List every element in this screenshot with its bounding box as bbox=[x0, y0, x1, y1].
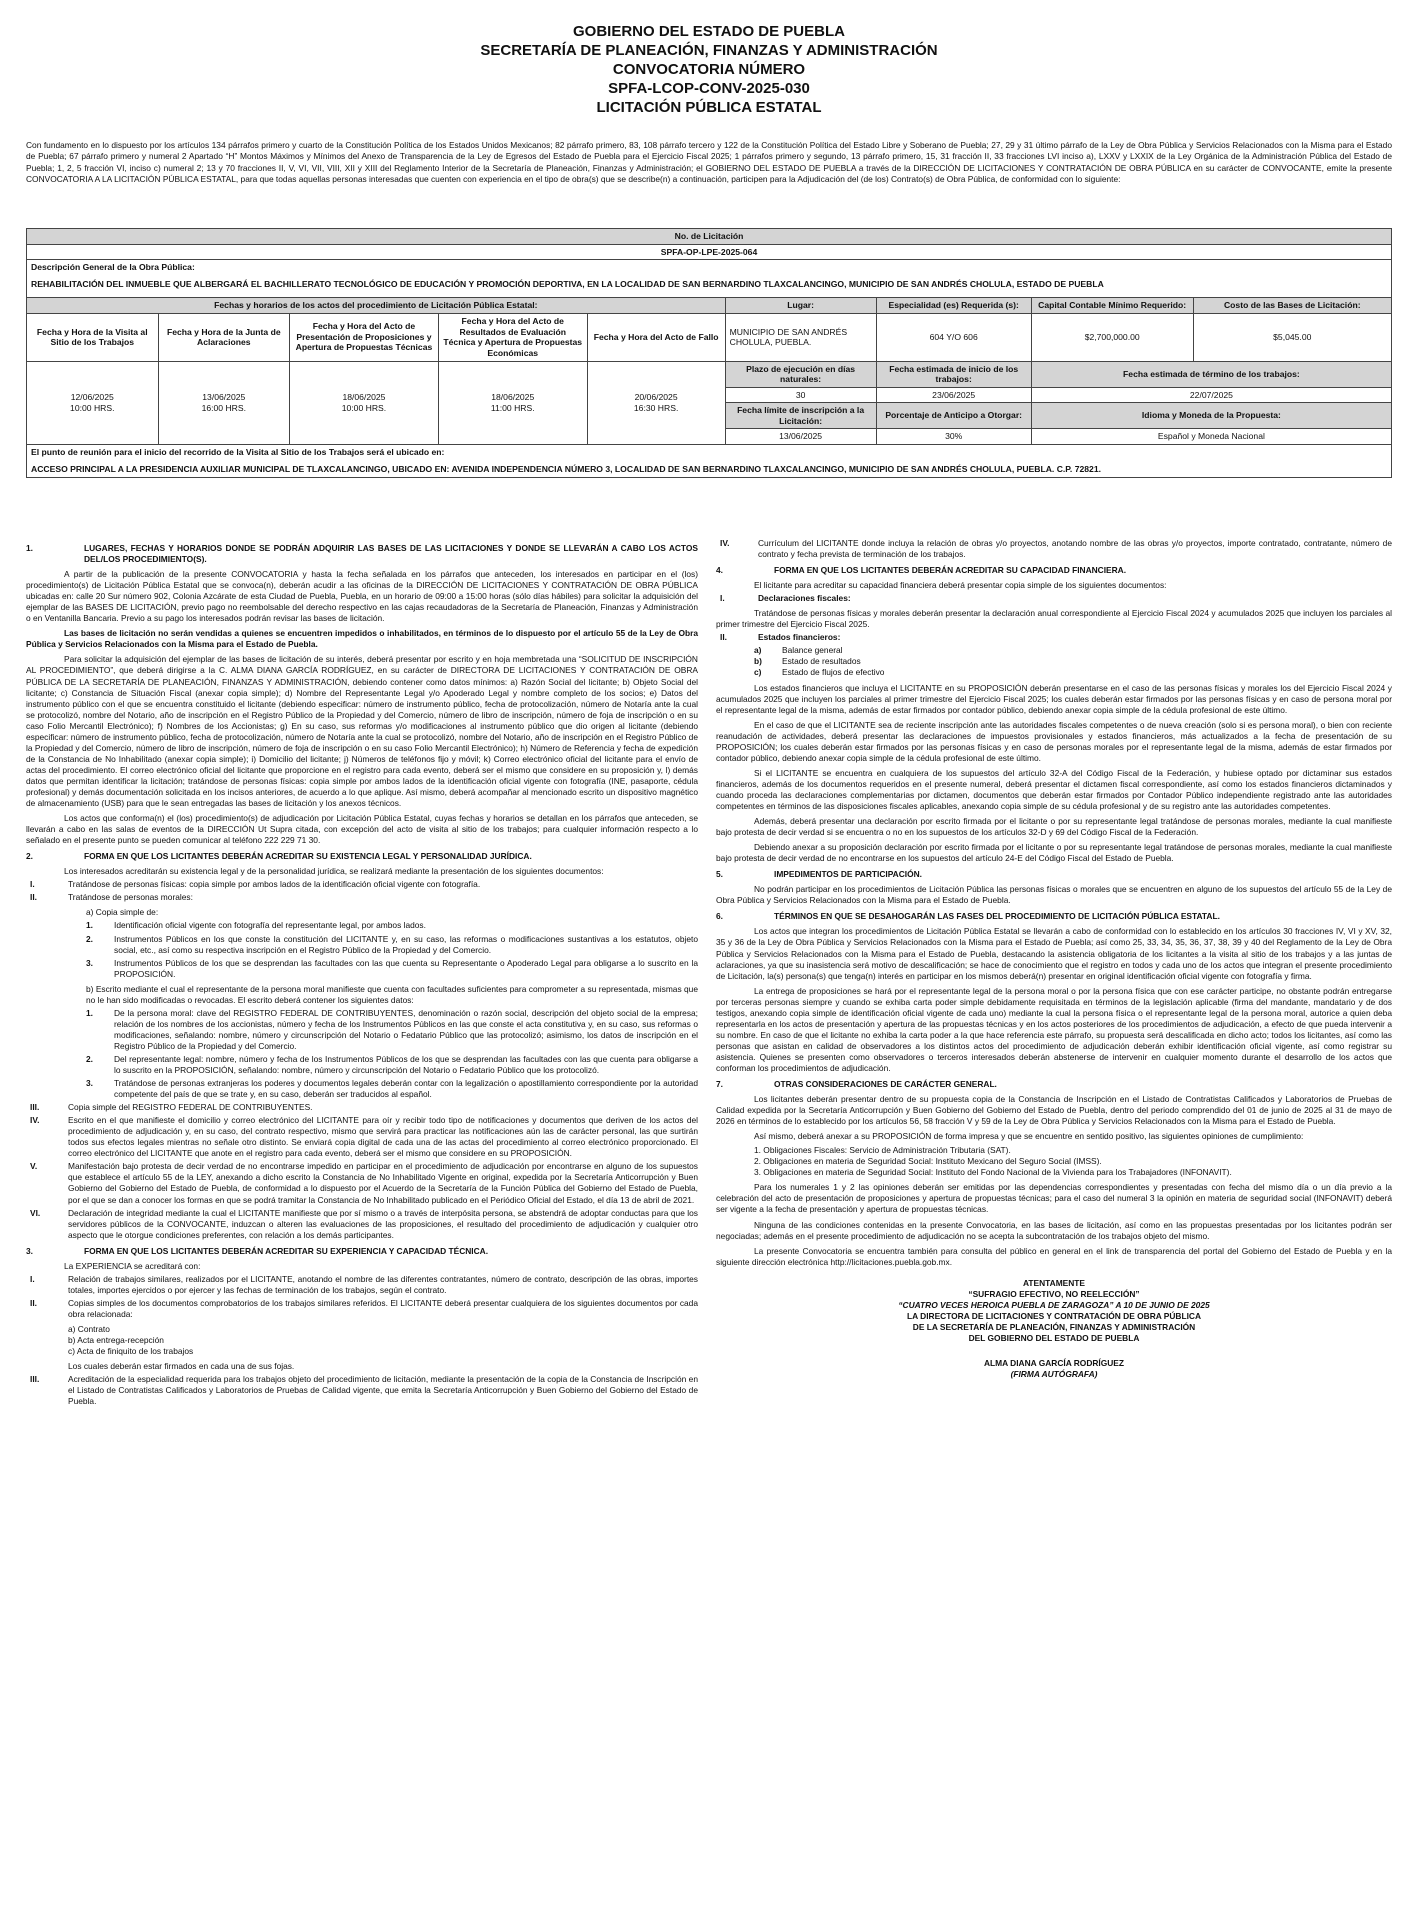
list-numeral: 3. bbox=[86, 957, 93, 968]
section-number: 6. bbox=[716, 911, 723, 922]
list-numeral: 2. bbox=[86, 933, 93, 944]
s1-paragraph-1: A partir de la publicación de la presente CONVOCATORIA y hasta la fecha señalada en los párrafos que anteceden, los interesados en participar en el (los) procedimiento(s) de Licitación Pública Estatal que se convoca(n), deberán acudir a las oficinas de la DIRECCIÓN DE LICITACIONES Y CONTRATACIÓN DE OBRA PÚBLICA ubicadas en: calle 20 Sur número 902, Colonia Azcárate de esta Ciudad de Puebla, Puebla, en un horario de 09:00 a 15:00 horas (sólo días hábiles) para solicitar la adquisición del ejemplar de las BASES DE LICITACIÓN, previo pago no reembolsable del derecho respectivo en las cajas recaudadoras de la Secretaría de Planeación, Finanzas y Administración o en Ventanilla Bancaria. Previo a su pago los interesados podrán revisar las bases de licitación. bbox=[26, 569, 698, 624]
header-convocatoria-number: SPFA-LCOP-CONV-2025-030 bbox=[608, 80, 810, 97]
list-item bbox=[26, 1374, 698, 1407]
section-2-title bbox=[26, 851, 698, 862]
s5-paragraph-1: No podrán participar en los procedimientos de Licitación Pública las personas físicas o morales que se encuentren en alguno de los supuestos del artículo 55 de la Ley de Obra Pública y Servicios Relacionados con la Misma para el Estado de Puebla. bbox=[716, 884, 1392, 906]
termino-label: Fecha estimada de término de los trabajos: bbox=[1031, 361, 1391, 387]
list-text: Relación de trabajos similares, realizados por el LICITANTE, anotando el nombre de las diferentes contratantes, número de contrato, descripción de las obras, importes totales, importes ejercidos o por ejercer y las fechas de terminación de los trabajos, según el contrato. bbox=[68, 1273, 698, 1295]
termino-value: 22/07/2025 bbox=[1031, 387, 1391, 403]
section-number: 5. bbox=[716, 869, 723, 880]
reunion-value: ACCESO PRINCIPAL A LA PRESIDENCIA AUXILIAR MUNICIPAL DE TLAXCALANCINGO, UBICADO EN: AVENIDA INDEPENDENCIA NÚMERO 3, LOCALIDAD DE SAN BERNARDINO TLAXCALANCINGO, MUNICIPIO DE SAN ANDRÉS CHOLULA, PUEBLA. C.P. 72821. bbox=[27, 459, 1392, 477]
section-title-text: LUGARES, FECHAS Y HORARIOS DONDE SE PODRÁN ADQUIRIR LAS BASES DE LAS LICITACIONES Y DONDE SE LLEVARÁN A CABO LOS ACTOS DEL/LOS PROCEDIMIENTO(S). bbox=[84, 543, 698, 565]
especialidad-value: 604 Y/O 606 bbox=[876, 313, 1031, 361]
list-item bbox=[26, 1115, 698, 1159]
capital-label: Capital Contable Mínimo Requerido: bbox=[1031, 298, 1193, 314]
section-3-title bbox=[26, 1246, 698, 1257]
fallo-date: 20/06/2025 bbox=[634, 392, 678, 402]
list-item bbox=[716, 656, 1392, 667]
list-item bbox=[26, 958, 698, 980]
signatory-name: ALMA DIANA GARCÍA RODRÍGUEZ bbox=[983, 1357, 1125, 1368]
no-licitacion-label: No. de Licitación bbox=[27, 229, 1392, 245]
list-numeral: 2. bbox=[86, 1053, 93, 1064]
sub-item-a: a) Copia simple de: bbox=[86, 907, 159, 918]
limite-value: 13/06/2025 bbox=[725, 429, 876, 445]
list-item bbox=[26, 1054, 698, 1076]
s4-declaraciones-text: Tratándose de personas físicas y morales deberán presentar la declaración anual correspondiente al Ejercicio Fiscal 2024 y acumulados 2025 que incluyen los parciales al primer trimestre del Ejercicio Fiscal 2025. bbox=[716, 608, 1392, 630]
list-numeral: c) bbox=[754, 667, 762, 678]
section-number: 3. bbox=[26, 1245, 33, 1256]
s7-paragraph-3: Para los numerales 1 y 2 las opiniones deberán ser emitidas por las dependencias correspondientes y presentadas con fecha del mismo día o un día previo a la celebración del acto de presentación de proposiciones y apertura de propuestas técnicas; para el caso del numeral 3 la opinión en materia de seguridad social (INFONAVIT) deberá ser vigente a la fecha de presentación y apertura de propuestas técnicas. bbox=[716, 1182, 1392, 1215]
list-text: Estado de flujos de efectivo bbox=[782, 667, 885, 678]
section-1-title bbox=[26, 543, 698, 565]
right-column bbox=[716, 538, 1392, 1380]
list-item bbox=[716, 538, 1392, 560]
idioma-label: Idioma y Moneda de la Propuesta: bbox=[1031, 403, 1391, 429]
s4-paragraph-6: Debiendo anexar a su proposición declaración por escrito firmada por el licitante o por su representante legal tratándose de personas morales, mediante la cual manifieste bajo protesta de decir verdad de no encontrarse en los supuestos del artículo 24-E del Código Fiscal del Estado de Puebla. bbox=[716, 842, 1392, 864]
list-text: Escrito en el que manifieste el domicilio y correo electrónico del LICITANTE para oír y recibir todo tipo de notificaciones y documentos que deriven de los actos del procedimiento de adjudicación y, en su caso, del contrato respectivo, mismo que servirá para practicar las notificaciones aún las de carácter personal, las que surtirán todos sus efectos legales mientras no señale otro distinto. Se enviará copia digital de cada una de las actas del procedimiento al correo electrónico proporcionado. El correo electrónico del LICITANTE que anote en el registro para cada evento, deberá ser el mismo que considere en su PROPOSICIÓN. bbox=[68, 1115, 698, 1159]
inicio-label: Fecha estimada de inicio de los trabajos: bbox=[876, 361, 1031, 387]
list-numeral: I. bbox=[720, 593, 725, 604]
s7-opinion-1: 1. Obligaciones Fiscales: Servicio de Administración Tributaria (SAT). bbox=[754, 1145, 1011, 1156]
idioma-value: Español y Moneda Nacional bbox=[1031, 429, 1391, 445]
reunion-label: El punto de reunión para el inicio del recorrido de la Visita al Sitio de los Trabajos será el ubicado en: bbox=[27, 444, 1392, 459]
list-text: Tratándose de personas morales: bbox=[68, 892, 193, 903]
list-text: Currículum del LICITANTE donde incluya la relación de obras y/o proyectos, anotando nombre de las obras y/o proyectos, importe contratado, contratante, número de contrato y fecha prevista de terminación de los trabajos. bbox=[758, 538, 1392, 560]
list-item bbox=[716, 645, 1392, 656]
licitacion-table bbox=[26, 228, 1392, 478]
fallo-date-cell bbox=[587, 361, 725, 444]
list-text: Instrumentos Públicos en los que conste la constitución del LICITANTE y, en su caso, las reformas o modificaciones sustantivas a los estatutos, objeto social, etc., así como su respectiva inscripción en el Registro Público de la Propiedad y del Comercio. bbox=[114, 933, 698, 955]
list-item bbox=[26, 879, 698, 890]
descripcion-label: Descripción General de la Obra Pública: bbox=[27, 260, 1392, 275]
section-title-text: FORMA EN QUE LOS LICITANTES DEBERÁN ACREDITAR SU EXISTENCIA LEGAL Y PERSONALIDAD JURÍDICA. bbox=[84, 851, 532, 862]
signature-position: LA DIRECTORA DE LICITACIONES Y CONTRATACIÓN DE OBRA PÚBLICA bbox=[906, 1310, 1202, 1321]
signature-block bbox=[716, 1278, 1392, 1380]
s1-paragraph-4: Los actos que conforma(n) el (los) procedimiento(s) de adjudicación por Licitación Pública Estatal, cuyas fechas y horarios se detallan en los párrafos que anteceden, se llevarán a cabo en las salas de eventos de la DIRECCIÓN Ut Supra citada, con excepción del acto de visita al sitio de los trabajos; para cualquier información respecto a lo señalado en el presente punto se pueden comunicar al teléfono 222 229 71 30. bbox=[26, 813, 698, 846]
junta-date-cell bbox=[158, 361, 290, 444]
section-7-title bbox=[716, 1079, 1392, 1090]
lugar-value: MUNICIPIO DE SAN ANDRÉS CHOLULA, PUEBLA. bbox=[725, 313, 876, 361]
s4-paragraph-3: En el caso de que el LICITANTE sea de reciente inscripción ante las autoridades fiscales competentes o de nueva creación (solo si es persona moral), o bien con reciente reanudación de actividades, deberá presentar las declaraciones de impuestos provisionales y estados financieros, más actualizados a la fecha de presentación de su PROPOSICIÓN; los cuales deberán estar firmados por las personas físicas y en caso de personas morales por el representante legal de la misma, además de estar firmados por contador público, debiendo anexar copia simple de la cédula profesional de este último. bbox=[716, 719, 1392, 763]
list-item bbox=[26, 920, 698, 931]
header-secretariat: SECRETARÍA DE PLANEACIÓN, FINANZAS Y ADMINISTRACIÓN bbox=[480, 42, 938, 59]
section-number: 2. bbox=[26, 851, 33, 862]
list-item bbox=[26, 1161, 698, 1205]
s2-paragraph-1: Los interesados acreditarán su existencia legal y de la personalidad jurídica, se realizará mediante la presentación de los siguientes documentos: bbox=[64, 866, 604, 877]
list-numeral: V. bbox=[30, 1161, 38, 1172]
costo-label: Costo de las Bases de Licitación: bbox=[1193, 298, 1391, 314]
header-government: GOBIERNO DEL ESTADO DE PUEBLA bbox=[573, 23, 845, 40]
presentacion-time: 10:00 HRS. bbox=[341, 402, 387, 413]
header-junta: Fecha y Hora de la Junta de Aclaraciones bbox=[158, 313, 290, 361]
capital-value: $2,700,000.00 bbox=[1031, 313, 1193, 361]
fechas-label: Fechas y horarios de los actos del procedimiento de Licitación Pública Estatal: bbox=[27, 298, 726, 314]
header-visita: Fecha y Hora de la Visita al Sitio de los Trabajos bbox=[27, 313, 159, 361]
list-text: Tratándose de personas extranjeras los poderes y documentos legales deberán contar con la legalización o apostillamiento correspondiente por la autoridad competente del país de que se trate y, en su caso, deberán ser traducidos al español. bbox=[114, 1078, 698, 1100]
s1-paragraph-3: Para solicitar la adquisición del ejemplar de las bases de licitación de su interés, deberá presentar por escrito y en hoja membretada una “SOLICITUD DE INSCRIPCIÓN AL PROCEDIMIENTO”, que deberá dirigirse a la C. ALMA DIANA GARCÍA RODRÍGUEZ, en su carácter de DIRECTORA DE LICITACIONES Y CONTRATACIÓN DE OBRA PÚBLICA DE LA SECRETARÍA DE PLANEACIÓN, FINANZAS Y ADMINISTRACIÓN, debiendo contener como datos mínimos: a) Razón Social del licitante; b) Objeto Social del licitante; c) Constancia de Situación Fiscal (anexar copia simple); d) Nombre del Representante Legal y/o Apoderado Legal y nombre completo de los socios; e) Datos del instrumento público con el que se encuentra constituido el licitante (debiendo especificar: número de instrumento público, fecha de protocolización, número de Notaría ante la cual se protocolizó, nombre del Notario, año de inscripción en el Registro Público de la Propiedad y del Comercio, número de libro de inscripción, número de foja de inscripción o en su caso Folio Mercantil Electrónico); f) Nombres de los Accionistas; g) En su caso, sus reformas y/o modificaciones al instrumento público que dio origen al licitante (debiendo especificar: número de instrumento público, fecha de protocolización, número de Notaría ante la cual se protocolizó, nombre del Notario, año de inscripción en el Registro Público de la Propiedad y del Comercio, número de libro de inscripción, número de foja de inscripción o en su caso Folio Mercantil Electrónico); h) Número de Referencia y fecha de expedición de la Constancia de No Inhabilitado (anexar copia simple); i) Domicilio del licitante; j) Números de teléfonos fijo y móvil; k) Correo electrónico oficial del licitante para el envío de actas del procedimiento. El correo electrónico oficial del licitante que proporcione en el registro para cada evento, deberá ser el mismo que considere en su proposición y, l) demás datos que permitan identificar la licitación; tratándose de personas físicas: copia simple por ambos lados de la identificación oficial vigente con fotografía (INE, pasaporte, cédula profesional) y demás documentación solicitada en los incisos anteriores, de acuerdo a lo que aplique. Así mismo, deberá acompañar al mencionado escrito un dispositivo magnético de almacenamiento (USB) para que le sean entregadas las bases de licitación y los anexos técnicos. bbox=[26, 654, 698, 809]
presentacion-date-cell bbox=[290, 361, 439, 444]
s1-paragraph-2: Las bases de licitación no serán vendidas a quienes se encuentren impedidos o inhabilitados, en términos de lo dispuesto por el artículo 55 de la Ley de Obra Pública y Servicios Relacionados con la Misma para el Estado de Puebla. bbox=[26, 628, 698, 650]
list-text: Tratándose de personas físicas: copia simple por ambos lados de la identificación oficial vigente con fotografía. bbox=[68, 879, 481, 890]
list-text: Instrumentos Públicos de los que se desprendan las facultades con las que cuenta su Representante o Apoderado Legal para obligarse a lo suscrito en la PROPOSICIÓN. bbox=[114, 957, 698, 979]
list-text: Manifestación bajo protesta de decir verdad de no encontrarse impedido en participar en el procedimiento de adjudicación por encontrarse en alguno de los supuestos que establece el artículo 55 de la LEY, anexando a dicho escrito la Constancia de No Inhabilitado Vigente en original, expedida por la Secretaría Anticorrupción y Buen Gobierno del Gobierno del Estado de Puebla, de conformidad a lo dispuesto por el Acuerdo de la Secretaría de la Función Pública del Gobierno del Estado de Puebla, por el que se dan a conocer los formas en que se podrá tramitar la Constancia de No Inhabilitado publicado en el Periódico Oficial del Estado, el día 13 de abril de 2021. bbox=[68, 1161, 698, 1205]
descripcion-value: REHABILITACIÓN DEL INMUEBLE QUE ALBERGARÁ EL BACHILLERATO TECNOLÓGICO DE EDUCACIÓN Y PROMOCIÓN DEPORTIVA, EN LA LOCALIDAD DE SAN BERNARDINO TLAXCALANCINGO, MUNICIPIO DE SAN ANDRÉS CHOLULA, ESTADO DE PUEBLA bbox=[27, 275, 1392, 298]
s4-paragraph-1: El licitante para acreditar su capacidad financiera deberá presentar copia simple de los siguientes documentos: bbox=[754, 580, 1167, 591]
resultados-date-cell bbox=[438, 361, 587, 444]
sub-item: c) Acta de finiquito de los trabajos bbox=[68, 1346, 194, 1357]
s3-paragraph-1: La EXPERIENCIA se acreditará con: bbox=[64, 1260, 201, 1271]
inicio-value: 23/06/2025 bbox=[876, 387, 1031, 403]
especialidad-label: Especialidad (es) Requerida (s): bbox=[876, 298, 1031, 314]
list-text: Estados financieros: bbox=[758, 632, 841, 643]
s4-paragraph-5: Además, deberá presentar una declaración por escrito firmada por el licitante o por su representante legal tratándose de personas morales, mediante la cual manifieste bajo protesta de decir verdad si se encuentra o no en los supuestos de los artículos 32-D y 69 del Código Fiscal de la Federación. bbox=[716, 816, 1392, 838]
list-text: Del representante legal: nombre, número y fecha de los Instrumentos Públicos de los que se desprendan las facultades con las que cuenta para obligarse a lo suscrito en la PROPOSICIÓN, señalando: nombre, número y circunscripción del Notario o Fedatario Público que los protocolizó. bbox=[114, 1053, 698, 1076]
signature-motto: “SUFRAGIO EFECTIVO, NO REELECCIÓN” bbox=[968, 1288, 1140, 1299]
s7-paragraph-1: Los licitantes deberán presentar dentro de su propuesta copia de la Constancia de Inscripción en el Listado de Contratistas Calificados y Laboratorios de Pruebas de Calidad expedida por la Secretaría Anticorrupción y Buen Gobierno del Gobierno del Estado de Puebla, dentro del periodo comprendido del 01 de junio de 2025 al 31 de mayo de 2026 en términos de lo establecido por los artículos 56, 58 fracción V y 59 de la Ley de Obra Pública y Servicios Relacionados con la Misma para el Estado de Puebla. bbox=[716, 1094, 1392, 1127]
visita-date-cell bbox=[27, 361, 159, 444]
list-item bbox=[716, 593, 1392, 604]
list-item bbox=[26, 1208, 698, 1241]
s7-paragraph-4: Ninguna de las condiciones contenidas en la presente Convocatoria, en las bases de licitación, así como en las propuestas presentadas por los licitantes podrán ser negociadas; además en el presente procedimiento de adjudicación no se acepta la subcontratación de los trabajos objeto del mismo. bbox=[716, 1219, 1392, 1241]
list-numeral: b) bbox=[754, 656, 762, 667]
visita-time: 10:00 HRS. bbox=[70, 402, 115, 413]
list-text: Estado de resultados bbox=[782, 656, 861, 667]
s4-paragraph-2: Los estados financieros que incluya el LICITANTE en su PROPOSICIÓN deberán presentarse en el caso de las personas físicas y morales los del Ejercicio Fiscal 2024 y acumulados 2025 que incluyen los parciales al primer trimestre del Ejercicio Fiscal 2025; los cuales deberán estar firmados por las personas físicas y en caso de persona moral por el representante legal de la misma, además de estar firmados por contador público, debiendo anexar copia simple de la cédula profesional de este último. bbox=[716, 682, 1392, 715]
section-number: 1. bbox=[26, 543, 33, 553]
signature-secretariat: DE LA SECRETARÍA DE PLANEACIÓN, FINANZAS Y ADMINISTRACIÓN bbox=[912, 1321, 1196, 1332]
list-numeral: II. bbox=[30, 1297, 37, 1308]
resultados-date: 18/06/2025 bbox=[491, 392, 535, 402]
list-numeral: 1. bbox=[86, 920, 93, 931]
signature-note: (FIRMA AUTÓGRAFA) bbox=[1010, 1368, 1098, 1379]
list-text: Declaraciones fiscales: bbox=[758, 593, 851, 604]
list-text: Acreditación de la especialidad requerida para los trabajos objeto del procedimiento de licitación, mediante la presentación de la copia de la Constancia de Inscripción en el Listado de Contratistas Calificados y Laboratorios de Pruebas de Calidad vigente, que emita la Secretaría Anticorrupción y Buen Gobierno del Gobierno del Estado de Puebla. bbox=[68, 1374, 698, 1407]
list-item bbox=[26, 1008, 698, 1052]
section-number: 7. bbox=[716, 1079, 723, 1090]
list-numeral: III. bbox=[30, 1374, 40, 1385]
list-numeral: VI. bbox=[30, 1207, 41, 1218]
list-item bbox=[716, 632, 1392, 643]
anticipo-value: 30% bbox=[876, 429, 1031, 445]
fallo-time: 16:30 HRS. bbox=[633, 402, 679, 413]
list-numeral: 1. bbox=[86, 1007, 93, 1018]
s7-opinion-2: 2. Obligaciones en materia de Seguridad Social: Instituto Mexicano del Seguro Social (IMSS). bbox=[754, 1156, 1102, 1167]
list-item bbox=[26, 1078, 698, 1100]
list-numeral: II. bbox=[720, 632, 727, 643]
signature-place-date: “CUATRO VECES HEROICA PUEBLA DE ZARAGOZA” A 10 DE JUNIO DE 2025 bbox=[898, 1299, 1210, 1310]
presentacion-date: 18/06/2025 bbox=[342, 392, 386, 402]
s6-paragraph-2: La entrega de proposiciones se hará por el representante legal de la persona moral o por la persona física que con ese carácter participe, no obstante podrán entregarse por terceras personas siempre y cuando se exhiba carta poder simple debidamente requisitada en términos de la legislación aplicable (firma del mandante, mandatario y de dos testigos, anexando copia simple de identificación oficial vigente de cada uno) mediante la cual la persona física o el representante legal de la persona moral, autorice a quien deba representarla en los actos de presentación y apertura de las propuestas técnicas y en los actos posteriores de los procedimientos de adjudicación, a efecto de que pueda intervenir a su nombre. En caso de que el licitante no exhiba la carta poder a la que hace referencia este párrafo, su propuesta será descalificada en dicho acto; todos los licitantes, así como las personas que asistan en calidad de observadores a los distintos actos del procedimiento de adjudicación deberán exhibir identificación oficial vigente, así como registrar su asistencia. Quienes se presenten como observadores o terceros interesados deberán abstenerse de intervenir en cualquier momento durante el desarrollo de los actos que conforman los procedimientos de adjudicación. bbox=[716, 985, 1392, 1073]
plazo-label: Plazo de ejecución en días naturales: bbox=[725, 361, 876, 387]
list-text: Copias simples de los documentos comprobatorios de los trabajos similares referidos. El LICITANTE deberá presentar cualquiera de los siguientes documentos por cada obra relacionada: bbox=[68, 1297, 698, 1319]
section-4-title bbox=[716, 565, 1392, 576]
list-text: Identificación oficial vigente con fotografía del representante legal, por ambos lados. bbox=[114, 920, 426, 931]
s7-paragraph-5: La presente Convocatoria se encuentra también para consulta del público en general en el link de transparencia del portal del Gobierno del Estado de Puebla y en la siguiente dirección electrónica http://licitaciones.puebla.gob.mx. bbox=[716, 1245, 1392, 1267]
header-licitacion-type: LICITACIÓN PÚBLICA ESTATAL bbox=[596, 99, 822, 116]
list-text: Balance general bbox=[782, 645, 843, 656]
list-item bbox=[26, 1298, 698, 1320]
list-numeral: IV. bbox=[720, 538, 730, 548]
list-numeral: III. bbox=[30, 1102, 40, 1113]
list-item bbox=[26, 1102, 698, 1113]
junta-date: 13/06/2025 bbox=[202, 392, 246, 402]
section-title-text: FORMA EN QUE LOS LICITANTES DEBERÁN ACREDITAR SU CAPACIDAD FINANCIERA. bbox=[774, 565, 1127, 576]
sub-item-b: b) Escrito mediante el cual el representante de la persona moral manifieste que cuenta con facultades suficientes para comprometer a su representada, mismas que no le han sido modificadas o revocadas. El escrito deberá contener los siguientes datos: bbox=[86, 983, 698, 1005]
resultados-time: 11:00 HRS. bbox=[490, 402, 535, 413]
list-numeral: I. bbox=[30, 879, 35, 890]
list-item bbox=[26, 892, 698, 903]
list-numeral: II. bbox=[30, 892, 37, 903]
s6-paragraph-1: Los actos que integran los procedimientos de Licitación Pública Estatal se llevarán a cabo de conformidad con lo establecido en los artículos 30 fracciones IV, VI y XV, 32, 35 y 36 de la Ley de Obra Pública y Servicios Relacionados con la Misma para el Estado de Puebla; así como 25, 33, 34, 35, 36, 37, 38, 39 y 40 del Reglamento de la Ley de Obra Pública y Servicios Relacionados con la Misma para el Estado de Puebla, destacando la asistencia obligatoria de los licitantes a la visita al sitio de los trabajos y a las juntas de aclaraciones, ya que su inasistencia será motivo de descalificación; se hace de conocimiento que el registro en todos y cada uno de los actos que integran el presente procedimiento de Licitación, la(s) persona(s) que tenga(n) interés en participar en los mismos deberá(n) presentar en original identificación oficial vigente con fotografía y firma. bbox=[716, 926, 1392, 981]
list-text: Copia simple del REGISTRO FEDERAL DE CONTRIBUYENTES. bbox=[68, 1102, 313, 1113]
plazo-value: 30 bbox=[725, 387, 876, 403]
limite-label: Fecha límite de inscripción a la Licitación: bbox=[725, 403, 876, 429]
header-convocatoria: CONVOCATORIA NÚMERO bbox=[612, 61, 806, 78]
list-item bbox=[716, 667, 1392, 678]
document-header bbox=[0, 22, 1418, 117]
list-item bbox=[26, 934, 698, 956]
visita-date: 12/06/2025 bbox=[70, 392, 114, 402]
anticipo-label: Porcentaje de Anticipo a Otorgar: bbox=[876, 403, 1031, 429]
list-numeral: I. bbox=[30, 1273, 35, 1284]
header-fallo: Fecha y Hora del Acto de Fallo bbox=[587, 313, 725, 361]
header-resultados: Fecha y Hora del Acto de Resultados de Evaluación Técnica y Apertura de Propuestas Económicas bbox=[438, 313, 587, 361]
signature-government: DEL GOBIERNO DEL ESTADO DE PUEBLA bbox=[968, 1332, 1140, 1343]
section-number: 4. bbox=[716, 565, 723, 576]
s7-opinion-3: 3. Obligaciones en materia de Seguridad Social: Instituto del Fondo Nacional de la Vivienda para los Trabajadores (INFONAVIT). bbox=[754, 1167, 1232, 1178]
s4-paragraph-4: Si el LICITANTE se encuentra en cualquiera de los supuestos del artículo 32-A del Código Fiscal de la Federación, y hubiese optado por dictaminar sus estados financieros, además de los documentos requeridos en el presente numeral, deberá presentar el dictamen fiscal correspondiente, así como los estados financieros dictaminados y cuando proceda las declaraciones complementarias por dictamen, documentos que deberán estar firmados por Contador Público independiente registrado ante las autoridades competentes en términos de las disposiciones fiscales aplicables, anexando copia simple de su cédula profesional y de su registro ante las autoridades competentes. bbox=[716, 767, 1392, 811]
junta-time: 16:00 HRS. bbox=[201, 402, 247, 413]
list-numeral: IV. bbox=[30, 1115, 40, 1126]
header-presentacion: Fecha y Hora del Acto de Presentación de Proposiciones y Apertura de Propuestas Técnicas bbox=[290, 313, 439, 361]
s7-paragraph-2: Así mismo, deberá anexar a su PROPOSICIÓN de forma impresa y que se encuentre en sentido positivo, las siguientes opiniones de cumplimiento: bbox=[754, 1131, 1304, 1142]
list-numeral: 3. bbox=[86, 1078, 93, 1089]
section-title-text: TÉRMINOS EN QUE SE DESAHOGARÁN LAS FASES DEL PROCEDIMIENTO DE LICITACIÓN PÚBLICA ESTATAL. bbox=[774, 911, 1220, 922]
section-title-text: OTRAS CONSIDERACIONES DE CARÁCTER GENERAL. bbox=[774, 1079, 997, 1090]
section-6-title bbox=[716, 911, 1392, 922]
list-numeral: a) bbox=[754, 645, 762, 656]
section-title-text: FORMA EN QUE LOS LICITANTES DEBERÁN ACREDITAR SU EXPERIENCIA Y CAPACIDAD TÉCNICA. bbox=[84, 1245, 489, 1256]
s3-paragraph-2: Los cuales deberán estar firmados en cada una de sus fojas. bbox=[68, 1361, 295, 1372]
left-column bbox=[26, 538, 698, 1407]
section-5-title bbox=[716, 869, 1392, 880]
list-item bbox=[26, 1274, 698, 1296]
sub-item: b) Acta entrega-recepción bbox=[68, 1335, 164, 1346]
list-text: Declaración de integridad mediante la cual el LICITANTE manifieste que por sí mismo o a través de interpósita persona, se abstendrá de adoptar conductas para que los servidores públicos de la CONVOCANTE, induzcan o alteren las evaluaciones de las proposiciones, el resultado del procedimiento de adjudicación y cualquier otro aspecto que le otorgue condiciones preferentes, con relación a los demás participantes. bbox=[68, 1207, 698, 1240]
no-licitacion-value: SPFA-OP-LPE-2025-064 bbox=[27, 244, 1392, 260]
list-text: De la persona moral: clave del REGISTRO FEDERAL DE CONTRIBUYENTES, denominación o razón social, descripción del objeto social de la empresa; relación de los nombres de los accionistas, número y fecha de los Instrumentos Públicos en las que conste el acta constitutiva y, en su caso, sus reformas o modificaciones, señalando: nombre, número y circunscripción del Notario o Fedatario Público que las protocolizó; asimismo, los datos de inscripción en el Registro Público de la Propiedad y del Comercio. bbox=[114, 1007, 698, 1051]
intro-paragraph: Con fundamento en lo dispuesto por los artículos 134 párrafos primero y cuarto de la Constitución Política de los Estados Unidos Mexicanos; 82 párrafo primero, 83, 108 párrafo tercero y 122 de la Constitución Política del Estado Libre y Soberano de Puebla; 27, 29 y 31 último párrafo de la Ley de Obra Pública y Servicios Relacionados con la Misma para el Estado de Puebla; 67 párrafo primero y numeral 2 Apartado “H” Montos Máximos y Mínimos del Anexo de Transparencia de la Ley de Egresos del Estado de Puebla para el Ejercicio Fiscal 2025; 1 párrafos primero y segundo, 13 párrafo primero, 15, 31 fracción II, 33 fracciones LVI inciso a), LXXV y LXXIX de la Ley Orgánica de la Administración Pública del Estado de Puebla; 1, 2, 5 fracción VI, inciso c) numeral 2; 13 y 70 fracciones II, V, VI, VII, VIII, XII y XIII del Reglamento Interior de la Secretaría de Planeación, Finanzas y Administración; el GOBIERNO DEL ESTADO DE PUEBLA a través de la DIRECCIÓN DE LICITACIONES Y CONTRATACIÓN DE OBRA PÚBLICA en su carácter de CONVOCANTE, emite la presente CONVOCATORIA A LA LICITACIÓN PÚBLICA ESTATAL, para que todas aquellas personas interesadas que cuenten con experiencia en el tipo de obra(s) que se describe(n) a continuación, participen para la Adjudicación del (de los) Contrato(s) de Obra Pública, de conformidad con lo siguiente: bbox=[26, 140, 1392, 185]
lugar-label: Lugar: bbox=[725, 298, 876, 314]
section-title-text: IMPEDIMENTOS DE PARTICIPACIÓN. bbox=[774, 869, 922, 880]
sub-item: a) Contrato bbox=[68, 1324, 110, 1334]
costo-value: $5,045.00 bbox=[1193, 313, 1391, 361]
signature-atentamente: ATENTAMENTE bbox=[1022, 1277, 1086, 1288]
